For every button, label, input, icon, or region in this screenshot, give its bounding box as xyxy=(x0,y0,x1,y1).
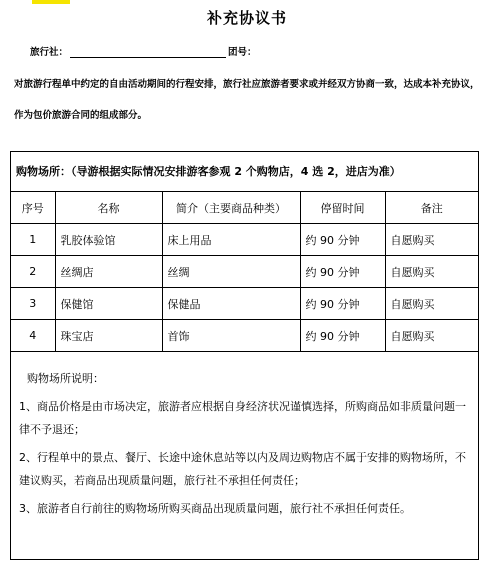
column-header: 序号 xyxy=(11,192,55,224)
shop-intro: 床上用品 xyxy=(162,224,300,256)
remark: 自愿购买 xyxy=(385,224,478,256)
table-header-row xyxy=(11,192,478,224)
group-blank[interactable] xyxy=(257,48,317,58)
shop-intro: 丝绸 xyxy=(162,256,300,288)
notes-heading: 购物场所说明： xyxy=(27,372,104,385)
shop-intro: 首饰 xyxy=(162,320,300,352)
column-header: 简介（主要商品种类） xyxy=(162,192,300,224)
row-number: 3 xyxy=(11,288,55,320)
row-number: 1 xyxy=(11,224,55,256)
stay-time: 约 90 分钟 xyxy=(300,256,385,288)
agency-group-line xyxy=(30,44,317,58)
shop-name: 丝绸店 xyxy=(55,256,162,288)
remark: 自愿购买 xyxy=(385,288,478,320)
column-header: 名称 xyxy=(55,192,162,224)
page-title: 补充协议书 xyxy=(206,9,287,27)
note-item: 1、商品价格是由市场决定，旅游者应根据自身经济状况谨慎选择，所购商品如非质量问题一律不予退还； xyxy=(19,400,466,436)
stay-time: 约 90 分钟 xyxy=(300,320,385,352)
remark: 自愿购买 xyxy=(385,320,478,352)
shop-name: 保健馆 xyxy=(55,288,162,320)
note-item: 2、行程单中的景点、餐厅、长途中途休息站等以内及周边购物店不属于安排的购物场所，不建议购买，若商品出现质量问题，旅行社不承担任何责任； xyxy=(19,451,466,487)
column-header: 备注 xyxy=(385,192,478,224)
table-row xyxy=(11,288,478,320)
table-row xyxy=(11,320,478,352)
highlight-mark xyxy=(32,0,70,4)
remark: 自愿购买 xyxy=(385,256,478,288)
agency-label: 旅行社： xyxy=(30,47,69,58)
row-number: 2 xyxy=(11,256,55,288)
shopping-table xyxy=(11,192,478,352)
note-item: 3、旅游者自行前往的购物场所购买商品出现质量问题，旅行社不承担任何责任。 xyxy=(19,502,411,515)
agency-blank[interactable] xyxy=(70,47,226,58)
row-number: 4 xyxy=(11,320,55,352)
intro-paragraph: 对旅游行程单中约定的自由活动期间的行程安排，旅行社应旅游者要求或并经双方协商一致，达成本补充协议，作为包价旅游合同的组成部分。 xyxy=(14,79,480,121)
stay-time: 约 90 分钟 xyxy=(300,224,385,256)
shopping-notes xyxy=(11,362,478,525)
shopping-banner: 购物场所：（导游根据实际情况安排游客参观 2 个购物店，4 选 2，进店为准） xyxy=(11,152,478,192)
group-label: 团号： xyxy=(228,47,257,58)
shop-intro: 保健品 xyxy=(162,288,300,320)
column-header: 停留时间 xyxy=(300,192,385,224)
shopping-section xyxy=(10,151,479,560)
table-row xyxy=(11,256,478,288)
shop-name: 珠宝店 xyxy=(55,320,162,352)
table-row xyxy=(11,224,478,256)
shop-name: 乳胶体验馆 xyxy=(55,224,162,256)
stay-time: 约 90 分钟 xyxy=(300,288,385,320)
